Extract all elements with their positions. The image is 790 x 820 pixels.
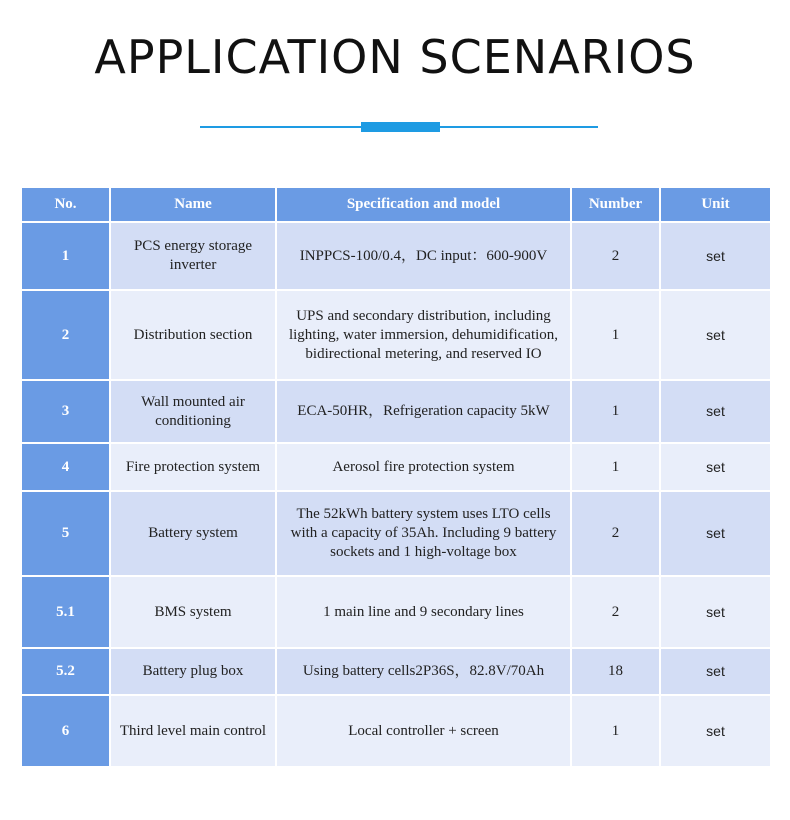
table-row bbox=[22, 649, 770, 694]
cell-unit: set bbox=[661, 381, 770, 442]
header-name: Name bbox=[111, 188, 275, 221]
table-row bbox=[22, 696, 770, 766]
cell-unit: set bbox=[661, 223, 770, 289]
table-row bbox=[22, 381, 770, 442]
cell-no: 3 bbox=[22, 381, 109, 442]
header-no: No. bbox=[22, 188, 109, 221]
header-number: Number bbox=[572, 188, 659, 221]
cell-spec: The 52kWh battery system uses LTO cells with a capacity of 35Ah. Including 9 battery sockets and 1 high-voltage box bbox=[277, 492, 570, 575]
cell-number: 2 bbox=[572, 223, 659, 289]
cell-name: PCS energy storage inverter bbox=[111, 223, 275, 289]
cell-name: Fire protection system bbox=[111, 444, 275, 490]
cell-unit: set bbox=[661, 577, 770, 647]
title-divider-accent bbox=[361, 122, 440, 132]
table-row bbox=[22, 492, 770, 575]
cell-number: 2 bbox=[572, 577, 659, 647]
cell-unit: set bbox=[661, 291, 770, 379]
cell-name: Battery system bbox=[111, 492, 275, 575]
cell-no: 5.1 bbox=[22, 577, 109, 647]
cell-number: 1 bbox=[572, 444, 659, 490]
cell-spec: 1 main line and 9 secondary lines bbox=[277, 577, 570, 647]
page-title: APPLICATION SCENARIOS bbox=[94, 30, 696, 84]
cell-unit: set bbox=[661, 696, 770, 766]
header-spec: Specification and model bbox=[277, 188, 570, 221]
cell-no: 5.2 bbox=[22, 649, 109, 694]
cell-number: 2 bbox=[572, 492, 659, 575]
cell-unit: set bbox=[661, 444, 770, 490]
header-unit: Unit bbox=[661, 188, 770, 221]
cell-name: BMS system bbox=[111, 577, 275, 647]
table-row bbox=[22, 577, 770, 647]
cell-name: Third level main control bbox=[111, 696, 275, 766]
cell-no: 1 bbox=[22, 223, 109, 289]
cell-no: 2 bbox=[22, 291, 109, 379]
cell-number: 1 bbox=[572, 696, 659, 766]
cell-spec: INPPCS-100/0.4，DC input：600-900V bbox=[277, 223, 570, 289]
cell-no: 4 bbox=[22, 444, 109, 490]
table-row bbox=[22, 444, 770, 490]
cell-number: 1 bbox=[572, 381, 659, 442]
cell-spec: UPS and secondary distribution, including lighting, water immersion, dehumidification, bidirectional metering, and reserved IO bbox=[277, 291, 570, 379]
cell-no: 5 bbox=[22, 492, 109, 575]
cell-spec: Aerosol fire protection system bbox=[277, 444, 570, 490]
cell-spec: ECA-50HR，Refrigeration capacity 5kW bbox=[277, 381, 570, 442]
cell-number: 1 bbox=[572, 291, 659, 379]
cell-no: 6 bbox=[22, 696, 109, 766]
cell-name: Distribution section bbox=[111, 291, 275, 379]
cell-unit: set bbox=[661, 649, 770, 694]
cell-number: 18 bbox=[572, 649, 659, 694]
cell-spec: Using battery cells2P36S，82.8V/70Ah bbox=[277, 649, 570, 694]
table-header bbox=[22, 188, 770, 221]
table-row bbox=[22, 223, 770, 289]
cell-spec: Local controller + screen bbox=[277, 696, 570, 766]
cell-name: Wall mounted air conditioning bbox=[111, 381, 275, 442]
cell-unit: set bbox=[661, 492, 770, 575]
scenario-table bbox=[20, 186, 772, 768]
table-row bbox=[22, 291, 770, 379]
cell-name: Battery plug box bbox=[111, 649, 275, 694]
